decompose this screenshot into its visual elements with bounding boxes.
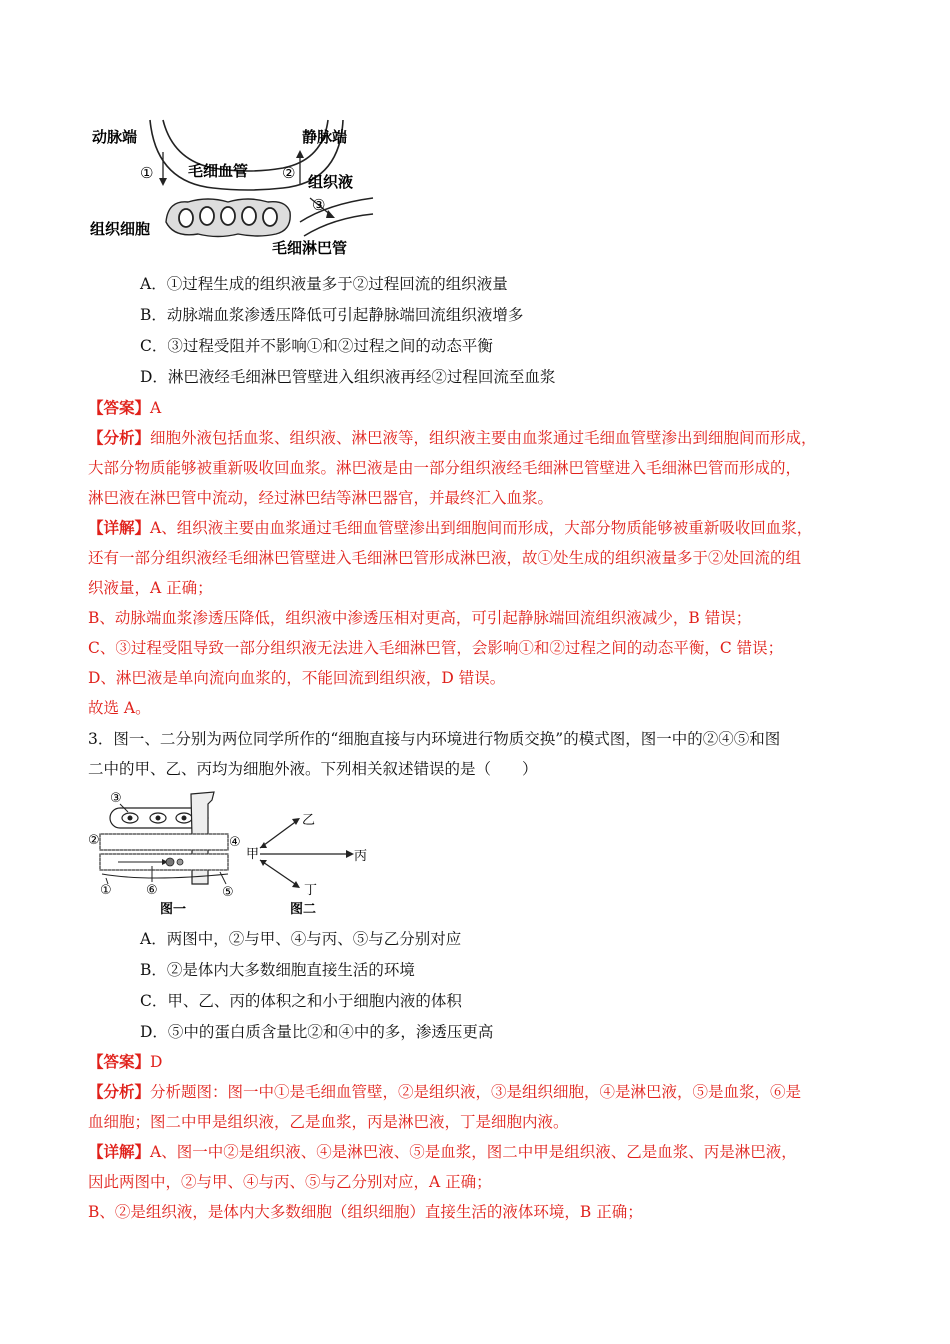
q2-detail-line: C、③过程受阻导致一部分组织液无法进入毛细淋巴管，会影响①和②过程之间的动态平衡，C 错误；	[88, 639, 784, 657]
q2-detail-line	[88, 518, 812, 538]
q3-answer	[88, 1052, 162, 1072]
label-vein: 静脉端	[302, 128, 348, 146]
q2-analysis-line: 大部分物质能够被重新吸收回血浆。淋巴液是由一部分组织液经毛细淋巴管壁进入毛细淋巴管而形成的，	[88, 459, 802, 477]
fig2-caption: 图二	[290, 902, 317, 917]
q2-option-c: C．③过程受阻并不影响①和②过程之间的动态平衡	[140, 337, 493, 355]
q2-detail-line: 织液量，A 正确；	[88, 579, 213, 597]
detail-text: A、图一中②是组织液、④是淋巴液、⑤是血浆，图二中甲是组织液、乙是血浆、丙是淋巴液，	[150, 1143, 797, 1161]
fig1-mark-3: ③	[110, 791, 122, 806]
figure-one	[88, 791, 241, 917]
q3-detail-line: 因此两图中，②与甲、④与丙、⑤与乙分别对应，A 正确；	[88, 1173, 492, 1191]
q3-detail-line	[88, 1142, 797, 1162]
label-tissue-fluid: 组织液	[308, 173, 354, 191]
fig1-mark-6: ⑥	[146, 883, 158, 898]
fig1-mark-2: ②	[88, 833, 100, 848]
fig1-mark-5: ⑤	[222, 885, 234, 900]
node-bing: 丙	[354, 849, 368, 864]
mark-1: ①	[140, 164, 154, 182]
answer-tag: 【答案】	[88, 398, 151, 417]
answer-tag: 【答案】	[88, 1052, 151, 1071]
answer-value: D	[150, 1053, 163, 1071]
analysis-tag: 【分析】	[88, 1082, 151, 1101]
label-artery: 动脉端	[92, 128, 138, 146]
q3-analysis-line	[88, 1082, 801, 1102]
q2-conclusion: 故选 A。	[88, 699, 151, 717]
analysis-text: 分析题图：图一中①是毛细血管壁，②是组织液，③是组织细胞，④是淋巴液，⑤是血浆，⑥是	[150, 1083, 802, 1101]
q2-detail-line: D、淋巴液是单向流向血浆的，不能回流到组织液，D 错误。	[88, 669, 506, 687]
fig1-mark-1: ①	[100, 883, 112, 898]
node-jia: 甲	[246, 847, 260, 862]
q2-option-d: D．淋巴液经毛细淋巴管壁进入组织液再经②过程回流至血浆	[140, 368, 556, 386]
q2-option-b: B．动脉端血浆渗透压降低可引起静脉端回流组织液增多	[140, 306, 524, 324]
fig1-caption: 图一	[160, 902, 187, 917]
analysis-tag: 【分析】	[88, 428, 151, 447]
detail-tag: 【详解】	[88, 1142, 151, 1161]
q2-analysis-line: 淋巴液在淋巴管中流动，经过淋巴结等淋巴器官，并最终汇入血浆。	[88, 489, 554, 507]
q3-stem-line: 二中的甲、乙、丙均为细胞外液。下列相关叙述错误的是（ ）	[88, 760, 538, 778]
q3-option-c: C．甲、乙、丙的体积之和小于细胞内液的体积	[140, 992, 462, 1010]
q2-option-a: A．①过程生成的组织液量多于②过程回流的组织液量	[140, 275, 508, 293]
q2-analysis-line	[88, 428, 817, 448]
fig1-mark-4: ④	[229, 835, 241, 850]
tissue-cells	[166, 199, 290, 237]
answer-value: A	[150, 399, 162, 417]
q3-detail-line: B、②是组织液，是体内大多数细胞（组织细胞）直接生活的液体环境，B 正确；	[88, 1203, 643, 1221]
detail-tag: 【详解】	[88, 518, 151, 537]
q2-answer	[88, 398, 161, 418]
q2-detail-line: 还有一部分组织液经毛细淋巴管壁进入毛细淋巴管形成淋巴液，故①处生成的组织液量多于②处回流的组	[88, 549, 802, 567]
q3-option-b: B．②是体内大多数细胞直接生活的环境	[140, 961, 415, 979]
mark-2: ②	[282, 164, 296, 182]
label-capillary: 毛细血管	[188, 162, 249, 180]
q3-option-d: D．⑤中的蛋白质含量比②和④中的多，渗透压更高	[140, 1023, 494, 1041]
detail-text: A、组织液主要由血浆通过毛细血管壁渗出到细胞间而形成，大部分物质能够被重新吸收回血浆，	[150, 519, 813, 537]
exchange-diagrams	[88, 786, 388, 922]
q3-stem-line: 3．图一、二分别为两位同学所作的“细胞直接与内环境进行物质交换”的模式图，图一中的②④⑤和图	[88, 730, 781, 748]
figure-two	[246, 813, 367, 917]
analysis-text: 细胞外液包括血浆、组织液、淋巴液等，组织液主要由血浆通过毛细血管壁渗出到细胞间而形成，	[150, 429, 817, 447]
q2-detail-line: B、动脉端血浆渗透压降低，组织液中渗透压相对更高，可引起静脉端回流组织液减少，B 错误；	[88, 609, 752, 627]
label-tissue-cell: 组织细胞	[90, 220, 151, 238]
node-ding: 丁	[304, 883, 318, 898]
node-yi: 乙	[302, 813, 316, 828]
label-lymph-capillary: 毛细淋巴管	[272, 239, 348, 257]
capillary-diagram	[88, 112, 378, 262]
mark-3: ③	[312, 196, 326, 214]
q3-analysis-line: 血细胞；图二中甲是组织液，乙是血浆，丙是淋巴液，丁是细胞内液。	[88, 1113, 569, 1131]
q3-option-a: A．两图中，②与甲、④与丙、⑤与乙分别对应	[140, 930, 462, 948]
